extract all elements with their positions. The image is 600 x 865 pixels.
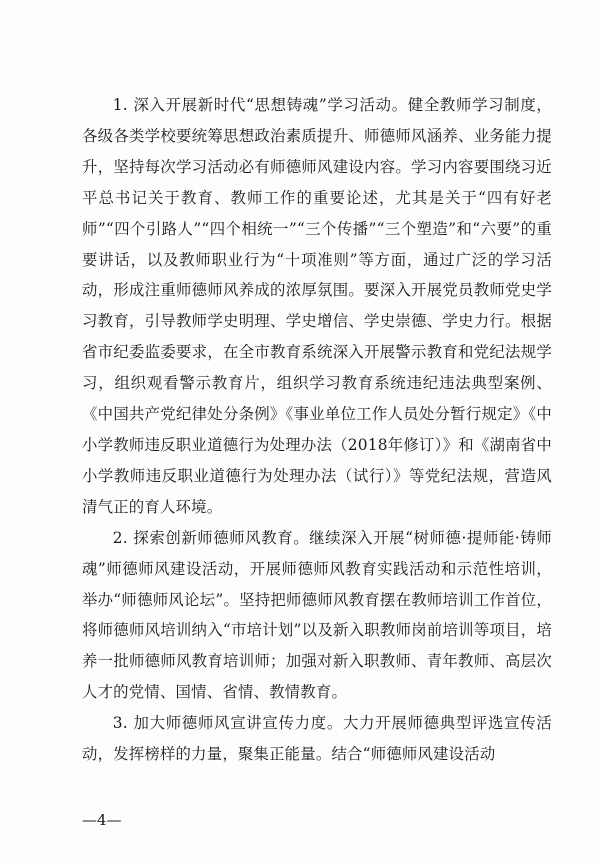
document-body bbox=[82, 90, 552, 770]
page-number: —4— bbox=[82, 811, 122, 829]
paragraph-2: 2. 探索创新师德师风教育。继续深入开展“树师德·提师能·铸师魂”师德师风建设活动，开展师德师风教育实践活动和示范性培训，举办“师德师风论坛”。坚持把师德师风教育摆在教师培训工作首位，将师德师风培训纳入“市培计划”以及新入职教师岗前培训等项目，培养一批师德师风教育培训师；加强对新入职教师、青年教师、高层次人才的党情、国情、省情、教情教育。 bbox=[82, 528, 552, 702]
paragraph-1: 1. 深入开展新时代“思想铸魂”学习活动。健全教师学习制度，各级各类学校要统筹思想政治素质提升、师德师风涵养、业务能力提升，坚持每次学习活动必有师德师风建设内容。学习内容要围绕习近平总书记关于教育、教师工作的重要论述，尤其是关于“四有好老师”“四个引路人”“四个相统一”“三个传播”“三个塑造”和“六要”的重要讲话，以及教师职业行为“十项准则”等方面，通过广泛的学习活动，形成注重师德师风养成的浓厚氛围。要深入开展党员教师党史学习教育，引导教师学史明理、学史增信、学史崇德、学史力行。根据省市纪委监委要求，在全市教育系统深入开展警示教育和党纪法规学习，组织观看警示教育片，组织学习教育系统违纪违法典型案例、《中国共产党纪律处分条例》《事业单位工作人员处分暂行规定》《中小学教师违反职业道德行为处理办法（2018年修订）》和《湖南省中小学教师违反职业道德行为处理办法（试行）》等党纪法规，营造风清气正的育人环境。 bbox=[82, 96, 552, 516]
paragraph-3: 3. 加大师德师风宣讲宣传力度。大力开展师德典型评选宣传活动，发挥榜样的力量，聚集正能量。结合“师德师风建设活动 bbox=[82, 714, 552, 764]
